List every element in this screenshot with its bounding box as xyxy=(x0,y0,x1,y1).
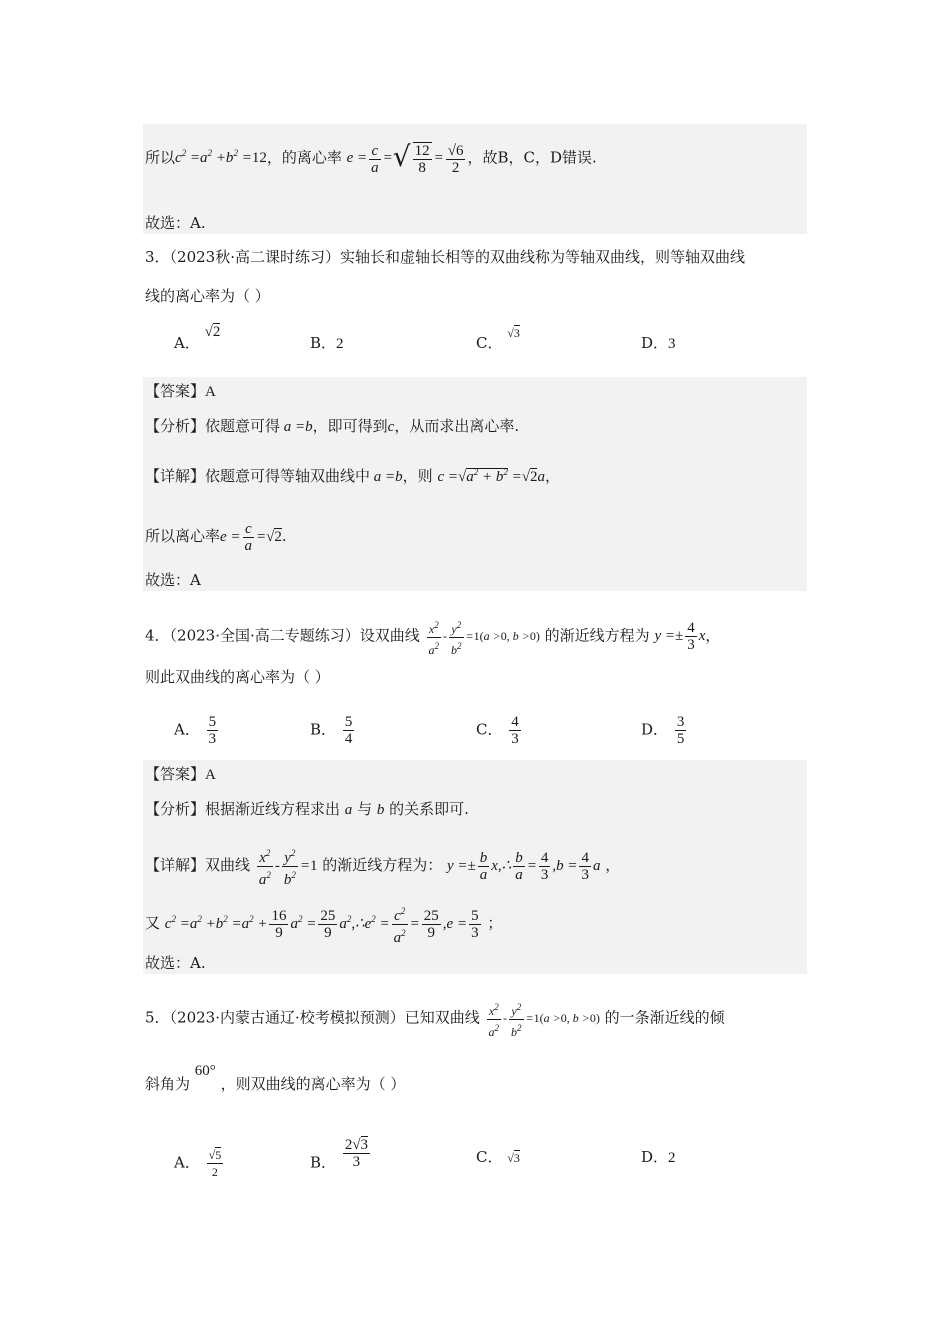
q4-option-d[interactable]: D． $\frac{3}{5}$ xyxy=(641,714,685,747)
q4-option-a[interactable]: A． $\frac{5}{3}$ xyxy=(174,714,217,747)
q5-option-c-value: √3 xyxy=(507,1151,520,1165)
q5-option-b-value: $\frac{2√3}{3}$ xyxy=(344,1137,369,1170)
q5-option-a-value: $\frac{√5}{2}$ xyxy=(208,1148,222,1179)
q4-option-c[interactable]: C． $\frac{4}{3}$ xyxy=(476,714,519,747)
q3-stem-line1: 3．（2023秋·高二课时练习）实轴长和虚轴长相等的双曲线称为等轴双曲线，则等轴双曲线 xyxy=(145,248,745,266)
q5-option-c[interactable]: C． √3 xyxy=(476,1148,520,1166)
q5-option-d[interactable]: D．2 xyxy=(641,1148,676,1166)
q3-option-c-value: √3 xyxy=(507,326,520,340)
q4-asymptote-equation: y =± $\frac{4}{3}$ x xyxy=(654,620,706,654)
q4-detail-line2: 又 $c^2 =a^2 +b^2 =a^2$ + $\frac{16}{9}$ $a^2$ = $\frac{25}{9}$ $a^2,\therefore e^2$ = $\frac{c^2}{a^2}$ = $\frac{25}{9}$ ,e = $\frac{5}{3}$ ； xyxy=(145,903,502,946)
q3-detail-c-formula: $c =√a^2 + b^2 =√2a$ xyxy=(437,467,545,485)
q3-detail-eq: a =b xyxy=(370,469,403,485)
prev-c-squared-formula: $c^2 =a^2 +b^2 =12$ xyxy=(175,148,267,167)
prev-solution-line: 所以$c^2 =a^2 +b^2 =12$，的离心率 e = $\frac{c}{a}$ =√ $\frac{12}{8}$ = $\frac{√6}{2}$ ，故B，C，D错误. xyxy=(145,139,597,176)
q4-detail-asymptote: y =± $\frac{b}{a}$ x,∴ $\frac{b}{a}$ = $\frac{4}{3}$ ,b = $\frac{4}{3}$ a xyxy=(447,850,601,883)
q3-detail-line2: 所以离心率e = $\frac{c}{a}$ =√2. xyxy=(145,521,287,554)
q4-choose: 故选：A. xyxy=(145,954,206,972)
q3-option-c[interactable]: C． $^{√3}$ xyxy=(476,326,520,352)
q3-option-b[interactable]: B．2 xyxy=(310,334,344,352)
q5-option-b[interactable]: B． $\frac{2√3}{3}$ xyxy=(310,1137,369,1172)
q3-choose: 故选：A xyxy=(145,571,201,589)
q5-stem-line2: 斜角为 60° ，则双曲线的离心率为（ ） xyxy=(145,1063,406,1093)
q3-option-a[interactable]: A． √2 xyxy=(174,324,221,352)
q5-angle: 60° xyxy=(194,1063,216,1079)
q3-option-d[interactable]: D．3 xyxy=(641,334,676,352)
q3-detail: 【详解】依题意可得等轴双曲线中 a =b，则 $c =√a^2 + b^2 =√2a$， xyxy=(145,467,560,485)
prev-solution-block xyxy=(143,124,807,234)
q4-stem-line1: 4．（2023·全国·高二专题练习）设双曲线 $\frac{x^2}{a^2}$ - $\frac{y^2}{b^2}$ =1(a >0, b >0) 的渐近线方程为 y =± $\frac{4}{3}$ x， xyxy=(145,617,720,658)
q4-hyperbola-equation: $\frac{x^2}{a^2}$ - $\frac{y^2}{b^2}$ =1(a >0, b >0) xyxy=(425,629,540,643)
q3-answer: 【答案】A xyxy=(145,382,216,400)
q3-option-a-value: √2 xyxy=(204,324,221,340)
q4-option-b[interactable]: B． $\frac{5}{4}$ xyxy=(310,714,353,747)
q3-analysis: 【分析】依题意可得 a =b，即可得到c，从而求出离心率. xyxy=(145,417,520,435)
q4-analysis: 【分析】根据渐近线方程求出 a 与 b 的关系即可. xyxy=(145,800,469,818)
q4-detail-curve: $\frac{x^2}{a^2}$ - $\frac{y^2}{b^2}$ =1 xyxy=(255,858,318,874)
q4-detail: 【详解】双曲线 $\frac{x^2}{a^2}$ - $\frac{y^2}{b^2}$ =1 的渐近线方程为： y =± $\frac{b}{a}$ x,∴ $\frac{b}{a}$ = $\frac{4}{3}$ ,b = $\frac{4}{3}$ a ， xyxy=(145,845,620,888)
q5-option-a[interactable]: A． $\frac{√5}{2}$ xyxy=(174,1148,222,1179)
q4-stem-line2: 则此双曲线的离心率为（ ） xyxy=(145,668,330,686)
q5-hyperbola-equation: $\frac{x^2}{a^2}$ - $\frac{y^2}{b^2}$ =1(a >0, b >0) xyxy=(485,1011,600,1025)
q4-eccentricity-derivation: $c^2 =a^2 +b^2 =a^2$ + $\frac{16}{9}$ $a^2$ = $\frac{25}{9}$ $a^2,\therefore e^2$ = $\frac{c^2}{a^2}$ = $\frac{25}{9}$ ,e = $\frac{5}{3}$ xyxy=(165,916,483,932)
q3-stem-line2: 线的离心率为（ ） xyxy=(145,287,270,305)
q3-analysis-eq: a =b xyxy=(280,419,313,435)
q3-eccentricity-formula: e = $\frac{c}{a}$ =√2 xyxy=(220,521,282,554)
prev-eccentricity-formula: e = $\frac{c}{a}$ =√ $\frac{12}{8}$ = $\frac{√6}{2}$ xyxy=(346,139,464,176)
q4-answer: 【答案】A xyxy=(145,765,216,783)
q5-stem-line1: 5．（2023·内蒙古通辽·校考模拟预测）已知双曲线 $\frac{x^2}{a^2}$ - $\frac{y^2}{b^2}$ =1(a >0, b >0) 的一条渐近线的倾 xyxy=(145,999,725,1040)
prev-solution-choose: 故选：A. xyxy=(145,214,206,232)
